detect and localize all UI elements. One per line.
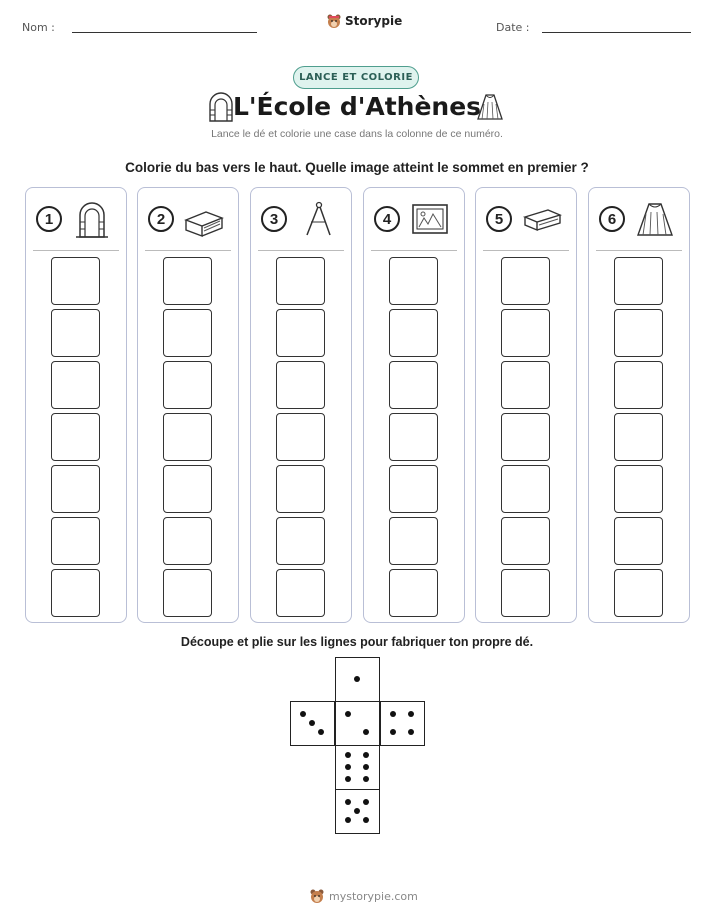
column-number: 4 [374,206,400,232]
color-cell[interactable] [501,257,550,305]
color-cell[interactable] [501,361,550,409]
column-divider [33,250,119,251]
color-cell[interactable] [51,413,100,461]
color-cell[interactable] [163,257,212,305]
color-cell[interactable] [389,465,438,513]
column-divider [596,250,682,251]
color-cell[interactable] [163,569,212,617]
dice-face-5 [335,789,380,834]
dice-pip [345,764,351,770]
column-5 [475,187,577,623]
dice-pip [300,711,306,717]
column-divider [371,250,457,251]
column-divider [145,250,231,251]
dice-pip [363,729,369,735]
dice-pip [345,817,351,823]
color-cell[interactable] [276,309,325,357]
color-cell[interactable] [163,309,212,357]
stone-archway-icon [72,200,112,238]
color-cell[interactable] [276,517,325,565]
storypie-logo [326,13,402,29]
date-line[interactable] [542,32,691,33]
column-number: 3 [261,206,287,232]
subtitle: Lance le dé et colorie une case dans la colonne de ce numéro. [211,128,503,140]
color-cell[interactable] [51,257,100,305]
color-cell[interactable] [501,309,550,357]
stone-tablet-icon [522,200,562,238]
color-cell[interactable] [163,465,212,513]
color-cell[interactable] [163,413,212,461]
color-cell[interactable] [163,517,212,565]
color-cell[interactable] [614,309,663,357]
color-cell[interactable] [389,309,438,357]
dice-pip [354,808,360,814]
color-cell[interactable] [276,413,325,461]
color-cell[interactable] [276,257,325,305]
column-1 [25,187,127,623]
robe-icon [635,200,675,238]
column-number: 5 [486,206,512,232]
footer-url[interactable]: mystorypie.com [329,889,418,903]
color-cell[interactable] [276,361,325,409]
color-cell[interactable] [614,361,663,409]
color-cell[interactable] [389,569,438,617]
dice-pip [354,676,360,682]
color-cell[interactable] [614,569,663,617]
color-cell[interactable] [51,465,100,513]
column-divider [258,250,344,251]
dice-face-1 [335,657,380,702]
color-cell[interactable] [501,569,550,617]
dice-pip [408,711,414,717]
column-number: 2 [148,206,174,232]
column-2 [137,187,239,623]
fresco-painting-icon [410,200,450,238]
brand-name: Storypie [345,14,403,28]
dice-pip [318,729,324,735]
robe-icon [476,92,504,122]
color-cell[interactable] [389,257,438,305]
column-number: 1 [36,206,62,232]
color-cell[interactable] [389,361,438,409]
dice-face-3 [290,701,335,746]
dice-pip [390,711,396,717]
compass-icon [297,200,337,238]
color-cell[interactable] [51,361,100,409]
dice-face-4 [380,701,425,746]
name-line[interactable] [72,32,257,33]
dice-pip [345,799,351,805]
books-icon [184,200,224,238]
name-label: Nom : [22,21,55,34]
date-label: Date : [496,21,530,34]
color-cell[interactable] [389,413,438,461]
dice-face-6 [335,745,380,790]
dice-pip [345,711,351,717]
column-3 [250,187,352,623]
color-cell[interactable] [501,413,550,461]
bear-mascot-icon [326,13,342,29]
dice-pip [345,752,351,758]
dice-pip [363,752,369,758]
bear-mascot-icon [309,888,325,904]
dice-pip [390,729,396,735]
color-cell[interactable] [389,517,438,565]
dice-pip [363,776,369,782]
instruction: Colorie du bas vers le haut. Quelle image atteint le sommet en premier ? [125,160,589,175]
column-number: 6 [599,206,625,232]
page-title: L'École d'Athènes [232,92,482,121]
dice-pip [309,720,315,726]
color-cell[interactable] [614,413,663,461]
dice-pip [345,776,351,782]
color-cell[interactable] [51,517,100,565]
color-cell[interactable] [501,465,550,513]
dice-instruction: Découpe et plie sur les lignes pour fabriquer ton propre dé. [180,635,534,649]
activity-badge: LANCE ET COLORIE [293,66,419,89]
color-cell[interactable] [614,257,663,305]
dice-pip [408,729,414,735]
color-cell[interactable] [163,361,212,409]
column-4 [363,187,465,623]
color-cell[interactable] [614,517,663,565]
dice-pip [363,764,369,770]
color-cell[interactable] [614,465,663,513]
color-cell[interactable] [51,309,100,357]
color-cell[interactable] [501,517,550,565]
color-cell[interactable] [51,569,100,617]
color-cell[interactable] [276,569,325,617]
color-cell[interactable] [276,465,325,513]
column-divider [483,250,569,251]
dice-face-2 [335,701,380,746]
dice-pip [363,799,369,805]
footer [309,888,418,904]
column-6 [588,187,690,623]
dice-pip [363,817,369,823]
